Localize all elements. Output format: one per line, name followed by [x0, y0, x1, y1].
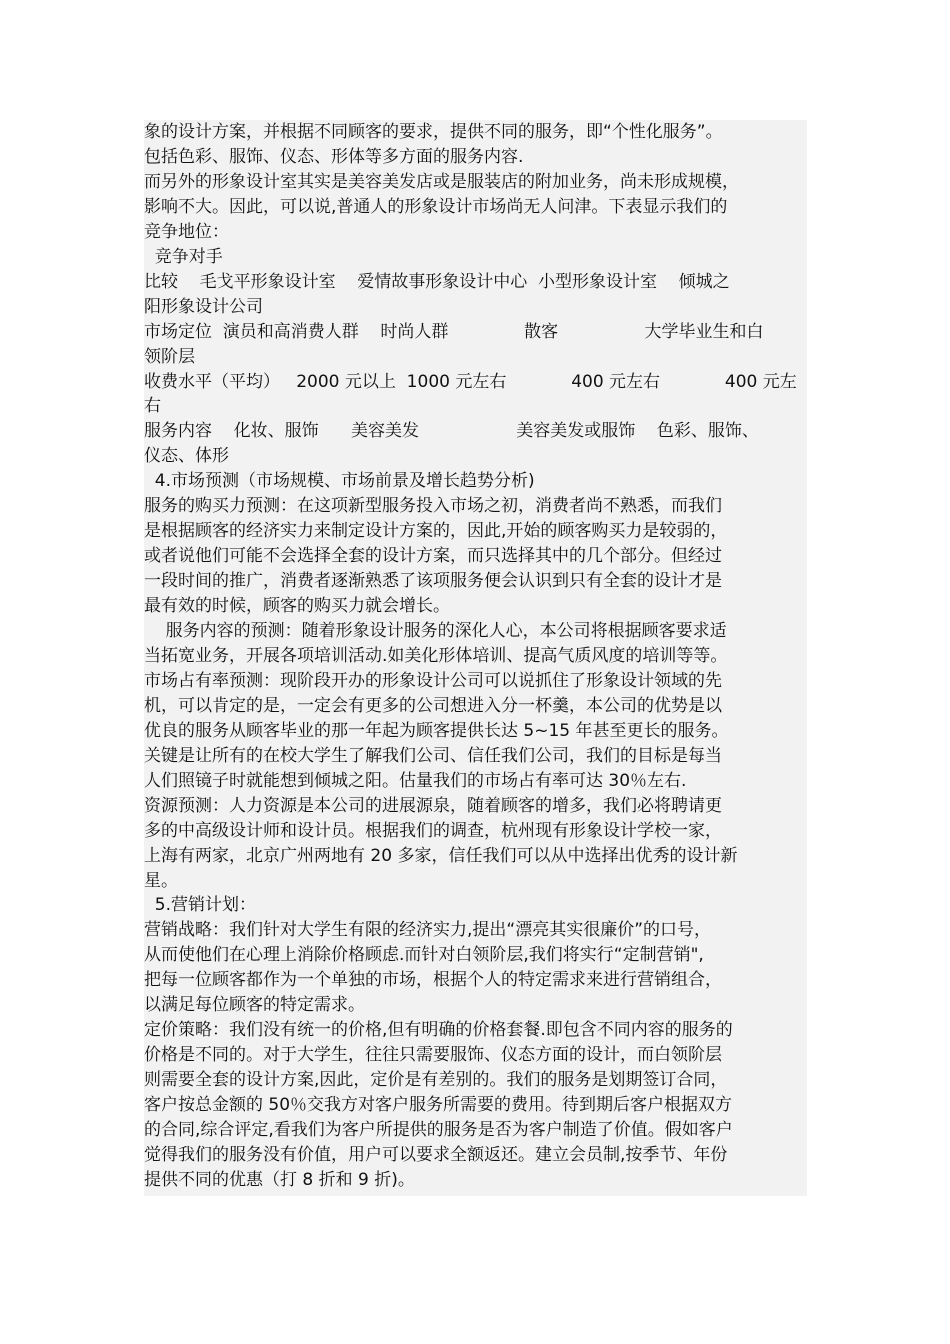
document-body — [144, 120, 807, 1196]
text-line: 把每一位顾客都作为一个单独的市场，根据个人的特定需求来进行营销组合， — [144, 970, 722, 991]
text-line: 包括色彩、服饰、仪态、形体等多方面的服务内容. — [144, 146, 524, 167]
text-line: 领阶层 — [144, 346, 195, 367]
text-line: 阳形象设计公司 — [144, 296, 263, 317]
text-line: 价格是不同的。对于大学生，往往只需要服饰、仪态方面的设计，而白领阶层 — [144, 1045, 722, 1066]
text-line: 比较 毛戈平形象设计室 爱情故事形象设计中心 小型形象设计室 倾城之 — [144, 271, 730, 292]
text-line: 关键是让所有的在校大学生了解我们公司、信任我们公司，我们的目标是每当 — [144, 745, 722, 766]
text-line: 人们照镜子时就能想到倾城之阳。估量我们的市场占有率可达 30％左右. — [144, 770, 687, 791]
text-line: 服务内容 化妆、服饰 美容美发 美容美发或服饰 色彩、服饰、 — [144, 421, 759, 442]
text-line: 而另外的形象设计室其实是美容美发店或是服装店的附加业务，尚未形成规模， — [144, 171, 739, 192]
text-line: 市场定位 演员和高消费人群 时尚人群 散客 大学毕业生和白 — [144, 321, 764, 342]
text-line: 竞争地位： — [144, 221, 229, 242]
text-line: 是根据顾客的经济实力来制定设计方案的，因此,开始的顾客购买力是较弱的， — [144, 521, 728, 542]
text-line: 以满足每位顾客的特定需求。 — [144, 995, 365, 1016]
text-line: 机，可以肯定的是，一定会有更多的公司想进入分一杯羹，本公司的优势是以 — [144, 695, 722, 716]
text-line: 仪态、体形 — [144, 446, 229, 467]
text-line: 5.营销计划： — [144, 895, 257, 916]
text-line: 市场占有率预测：现阶段开办的形象设计公司可以说抓住了形象设计领域的先 — [144, 670, 722, 691]
text-line: 竞争对手 — [144, 246, 223, 267]
text-line: 客户按总金额的 50％交我方对客户服务所需要的费用。待到期后客户根据双方 — [144, 1095, 733, 1116]
text-line: 从而使他们在心理上消除价格顾虑.而针对白领阶层,我们将实行“定制营销", — [144, 945, 704, 966]
text-line: 象的设计方案，并根据不同顾客的要求，提供不同的服务，即“个性化服务”。 — [144, 122, 723, 142]
text-line: 右 — [144, 396, 161, 417]
text-line: 服务内容的预测：随着形象设计服务的深化人心，本公司将根据顾客要求适 — [144, 621, 727, 641]
text-line: 或者说他们可能不会选择全套的设计方案，而只选择其中的几个部分。但经过 — [144, 546, 722, 567]
text-line: 资源预测：人力资源是本公司的进展源泉，随着顾客的增多，我们必将聘请更 — [144, 795, 722, 816]
text-line: 4.市场预测（市场规模、市场前景及增长趋势分析) — [144, 471, 535, 492]
text-line: 一段时间的推广，消费者逐渐熟悉了该项服务便会认识到只有全套的设计才是 — [144, 571, 722, 592]
text-line: 觉得我们的服务没有价值，用户可以要求全额返还。建立会员制,按季节、年份 — [144, 1144, 728, 1165]
text-line: 影响不大。因此，可以说,普通人的形象设计市场尚无人问津。下表显示我们的 — [144, 196, 728, 217]
text-line: 服务的购买力预测：在这项新型服务投入市场之初，消费者尚不熟悉，而我们 — [144, 496, 722, 517]
text-line: 上海有两家，北京广州两地有 20 多家，信任我们可以从中选择出优秀的设计新 — [144, 845, 738, 866]
text-line: 优良的服务从顾客毕业的那一年起为顾客提供长达 5~15 年甚至更长的服务。 — [144, 720, 729, 741]
text-line: 星。 — [144, 870, 178, 891]
text-line: 提供不同的优惠（打 8 折和 9 折)。 — [144, 1169, 415, 1190]
text-line: 则需要全套的设计方案,因此，定价是有差别的。我们的服务是划期签订合同， — [144, 1070, 728, 1091]
text-line: 最有效的时候，顾客的购买力就会增长。 — [144, 596, 450, 617]
text-line: 的合同,综合评定,看我们为客户所提供的服务是否为客户制造了价值。假如客户 — [144, 1120, 733, 1140]
text-line: 收费水平（平均） 2000 元以上 1000 元左右 400 元左右 400 元左 — [144, 371, 797, 392]
text-line: 多的中高级设计师和设计员。根据我们的调查，杭州现有形象设计学校一家， — [144, 820, 722, 841]
text-line: 当拓宽业务，开展各项培训活动.如美化形体培训、提高气质风度的培训等等。 — [144, 645, 728, 666]
text-line: 定价策略：我们没有统一的价格,但有明确的价格套餐.即包含不同内容的服务的 — [144, 1020, 733, 1041]
text-line: 营销战略：我们针对大学生有限的经济实力,提出“漂亮其实很廉价”的口号， — [144, 920, 712, 941]
